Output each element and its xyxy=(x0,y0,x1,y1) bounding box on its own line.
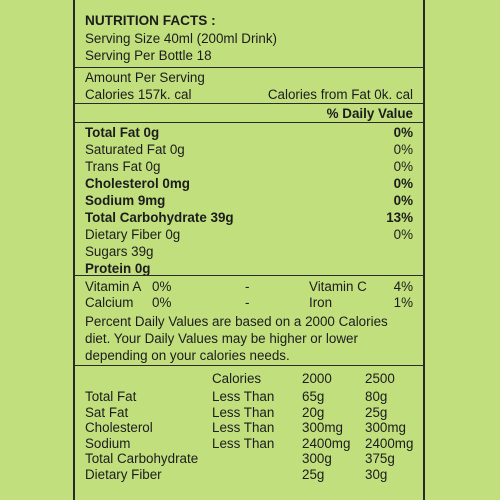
divider xyxy=(75,103,423,104)
nutrient-row xyxy=(85,192,413,209)
vitamin-c-value: 4% xyxy=(393,279,413,294)
reference-cell: 65g xyxy=(302,389,325,404)
reference-cell: Less Than xyxy=(212,404,275,420)
iron-value: 1% xyxy=(393,295,413,310)
nutrition-title xyxy=(85,12,413,29)
reference-cell: Sodium xyxy=(85,435,131,451)
reference-header-cell: Calories xyxy=(212,371,262,386)
serving-per-bottle-text: Serving Per Bottle 18 xyxy=(85,48,212,63)
serving-per-bottle xyxy=(85,47,413,64)
nutrient-row xyxy=(85,175,413,192)
reference-cell: 2400mg xyxy=(302,435,351,451)
nutrient-row xyxy=(85,209,413,226)
daily-value-footnote: Percent Daily Values are based on a 2000 Calories diet. Your Daily Values may be higher or lower depending on your calories needs. xyxy=(85,314,388,363)
divider xyxy=(75,275,423,276)
serving-size-text: Serving Size 40ml (200ml Drink) xyxy=(85,31,277,46)
reference-cell: 20g xyxy=(302,404,325,420)
reference-cell: 300g xyxy=(302,451,332,466)
daily-value-header-text: % Daily Value xyxy=(326,106,413,121)
vitamin-separator: - xyxy=(245,295,250,310)
serving-size xyxy=(85,30,413,47)
nutrient-row xyxy=(85,158,413,175)
nutrient-row xyxy=(85,243,413,260)
calcium-label: Calcium xyxy=(85,295,134,310)
reference-cell: Less Than xyxy=(212,435,275,451)
reference-cell: 300mg xyxy=(365,420,406,435)
reference-header-cell: 2500 xyxy=(365,371,395,386)
calcium-value: 0% xyxy=(152,295,172,310)
reference-cell: 80g xyxy=(365,389,388,404)
nutrient-label: Saturated Fat 0g xyxy=(85,142,185,157)
reference-cell: 30g xyxy=(365,466,388,482)
nutrient-label: Sugars 39g xyxy=(85,244,154,259)
vitamin-c-label: Vitamin C xyxy=(309,279,367,294)
calories-text: Calories 157k. cal xyxy=(85,87,192,102)
nutrient-label: Dietary Fiber 0g xyxy=(85,227,181,242)
nutrient-label: Trans Fat 0g xyxy=(85,159,161,174)
nutrient-daily-value: 0% xyxy=(393,159,413,174)
nutrient-row xyxy=(85,124,413,141)
nutrient-row xyxy=(85,141,413,158)
vitamin-a-label: Vitamin A xyxy=(85,279,142,294)
reference-cell: Total Fat xyxy=(85,389,137,404)
vitamin-a-value: 0% xyxy=(152,279,172,294)
reference-cell: Cholesterol xyxy=(85,420,153,435)
reference-cell: 25g xyxy=(302,466,325,482)
reference-cell: 300mg xyxy=(302,420,343,435)
reference-cell: 25g xyxy=(365,404,388,420)
divider xyxy=(75,365,423,366)
vitamin-separator: - xyxy=(245,279,250,294)
nutrient-daily-value: 13% xyxy=(386,210,413,225)
reference-cell: Total Carbohydrate xyxy=(85,451,199,466)
nutrient-daily-value: 0% xyxy=(393,176,413,191)
reference-cell: Less Than xyxy=(212,420,275,435)
title-text: NUTRITION FACTS : xyxy=(85,13,216,28)
reference-cell: Sat Fat xyxy=(85,404,129,420)
nutrition-label xyxy=(73,0,425,500)
nutrient-label: Total Carbohydrate 39g xyxy=(85,210,234,225)
nutrient-daily-value: 0% xyxy=(393,125,413,140)
daily-value-header xyxy=(85,105,413,122)
amount-per-serving-text: Amount Per Serving xyxy=(85,70,205,85)
nutrient-daily-value: 0% xyxy=(393,142,413,157)
nutrient-label: Cholesterol 0mg xyxy=(85,176,190,191)
nutrient-daily-value: 0% xyxy=(393,193,413,208)
nutrient-label: Sodium 9mg xyxy=(85,193,166,208)
calories-row xyxy=(85,86,413,103)
nutrient-daily-value: 0% xyxy=(393,227,413,242)
divider xyxy=(75,67,423,68)
nutrient-label: Total Fat 0g xyxy=(85,125,160,140)
reference-header-cell: 2000 xyxy=(302,371,332,386)
amount-per-serving xyxy=(85,69,413,86)
reference-cell: Dietary Fiber xyxy=(85,466,162,482)
iron-label: Iron xyxy=(309,295,333,310)
nutrient-row xyxy=(85,226,413,243)
calories-from-fat-text: Calories from Fat 0k. cal xyxy=(267,87,413,102)
reference-cell: 375g xyxy=(365,451,395,466)
nutrient-label: Protein 0g xyxy=(85,261,151,276)
reference-cell: 2400mg xyxy=(365,435,414,451)
divider xyxy=(75,122,423,123)
reference-cell: Less Than xyxy=(212,389,275,404)
